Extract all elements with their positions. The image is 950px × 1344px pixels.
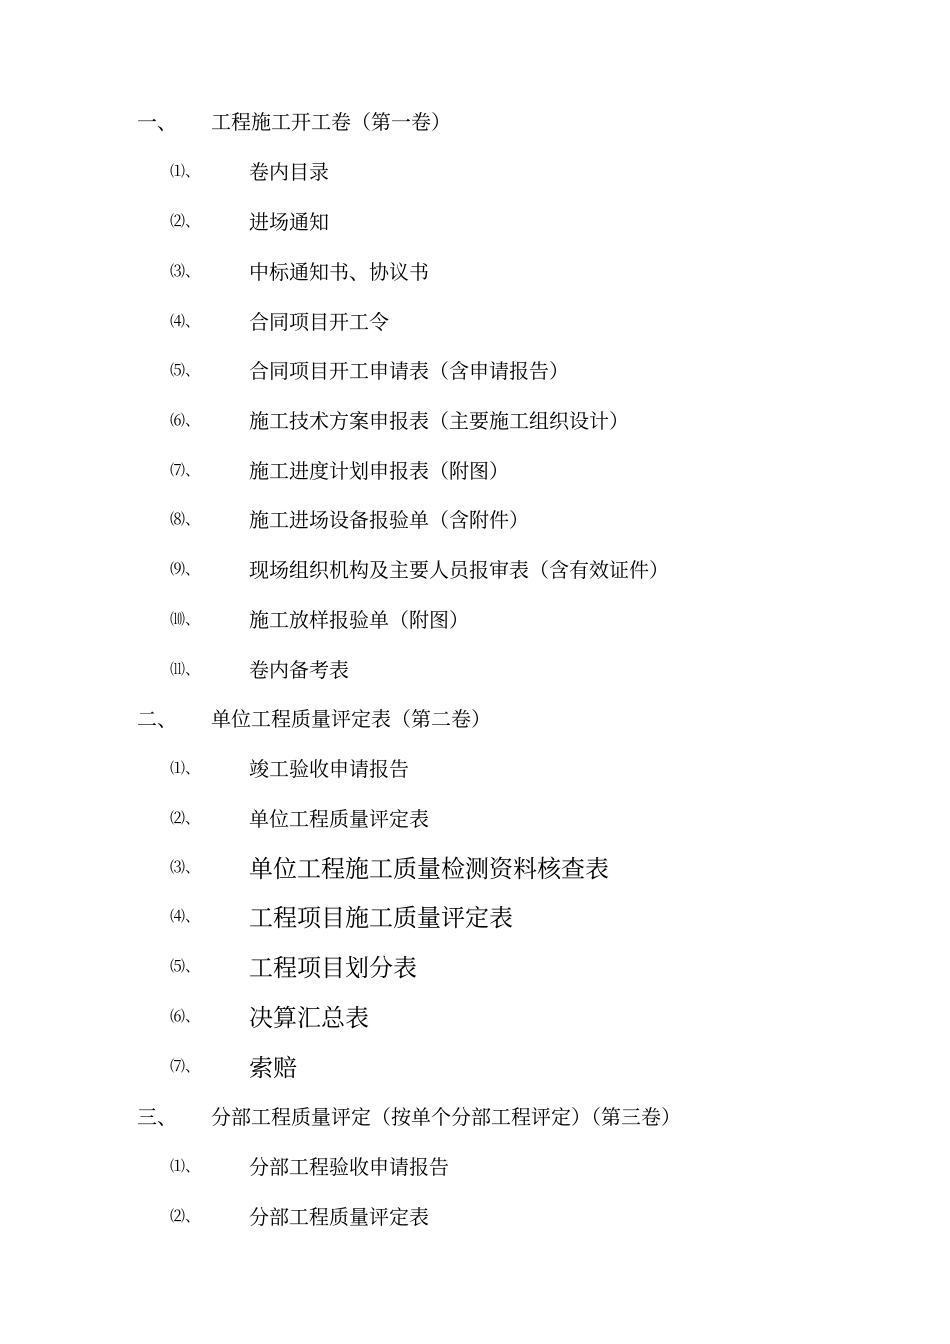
list-item — [0, 1195, 950, 1235]
item-text: 施工技术方案申报表（主要施工组织设计） — [249, 408, 629, 433]
item-text: 单位工程质量评定表 — [249, 806, 429, 831]
item-text: 分部工程质量评定表 — [249, 1204, 429, 1229]
item-number: ⑹、 — [170, 410, 201, 429]
list-item — [0, 945, 950, 985]
item-number: ⑵、 — [170, 1206, 201, 1225]
item-number: ⑺、 — [170, 1056, 201, 1075]
list-item — [0, 648, 950, 688]
item-text: 施工放样报验单（附图） — [249, 607, 469, 632]
item-text: 决算汇总表 — [249, 1003, 369, 1032]
section-title: 单位工程质量评定表（第二卷） — [211, 706, 491, 731]
list-item — [0, 995, 950, 1035]
list-item — [0, 895, 950, 935]
section-title: 分部工程质量评定（按单个分部工程评定）（第三卷） — [211, 1104, 681, 1129]
list-item — [0, 797, 950, 837]
item-number: ⑹、 — [170, 1006, 201, 1025]
section-heading-1 — [0, 100, 950, 140]
section-title: 工程施工开工卷（第一卷） — [211, 109, 451, 134]
section-heading-2 — [0, 697, 950, 737]
item-text: 单位工程施工质量检测资料核查表 — [249, 854, 609, 883]
item-text: 工程项目划分表 — [249, 953, 417, 982]
item-text: 分部工程验收申请报告 — [249, 1154, 449, 1179]
section-heading-3 — [0, 1095, 950, 1135]
item-number: ⑽、 — [170, 609, 201, 628]
item-number: ⑶、 — [170, 857, 201, 876]
item-number: ⑴、 — [170, 758, 201, 777]
item-number: ⑷、 — [170, 311, 201, 330]
item-number: ⑸、 — [170, 360, 201, 379]
item-text: 现场组织机构及主要人员报审表（含有效证件） — [249, 557, 669, 582]
list-item — [0, 747, 950, 787]
item-text: 索赔 — [249, 1053, 297, 1082]
list-item — [0, 150, 950, 190]
list-item — [0, 399, 950, 439]
item-text: 施工进场设备报验单（含附件） — [249, 507, 529, 532]
item-number: ⑴、 — [170, 1156, 201, 1175]
list-item — [0, 1145, 950, 1185]
list-item — [0, 250, 950, 290]
list-item — [0, 349, 950, 389]
item-number: ⑸、 — [170, 956, 201, 975]
list-item — [0, 846, 950, 886]
item-number: ⑻、 — [170, 509, 201, 528]
item-number: ⑵、 — [170, 211, 201, 230]
list-item — [0, 498, 950, 538]
item-number: ⑷、 — [170, 906, 201, 925]
list-item — [0, 449, 950, 489]
list-item — [0, 200, 950, 240]
item-text: 竣工验收申请报告 — [249, 756, 409, 781]
item-number: ⑼、 — [170, 559, 201, 578]
item-number: ⑾、 — [170, 659, 201, 678]
item-text: 中标通知书、协议书 — [249, 259, 429, 284]
item-text: 工程项目施工质量评定表 — [249, 903, 513, 932]
item-number: ⑶、 — [170, 261, 201, 280]
list-item — [0, 598, 950, 638]
item-number: ⑺、 — [170, 460, 201, 479]
item-text: 合同项目开工令 — [249, 309, 389, 334]
section-number: 二、 — [137, 706, 177, 731]
item-text: 施工进度计划申报表（附图） — [249, 458, 509, 483]
item-text: 进场通知 — [249, 209, 329, 234]
item-text: 合同项目开工申请表（含申请报告） — [249, 358, 569, 383]
item-number: ⑵、 — [170, 808, 201, 827]
section-number: 一、 — [137, 109, 177, 134]
item-text: 卷内备考表 — [249, 657, 349, 682]
list-item — [0, 1045, 950, 1085]
list-item — [0, 548, 950, 588]
list-item — [0, 300, 950, 340]
section-number: 三、 — [137, 1104, 177, 1129]
item-number: ⑴、 — [170, 161, 201, 180]
item-text: 卷内目录 — [249, 159, 329, 184]
